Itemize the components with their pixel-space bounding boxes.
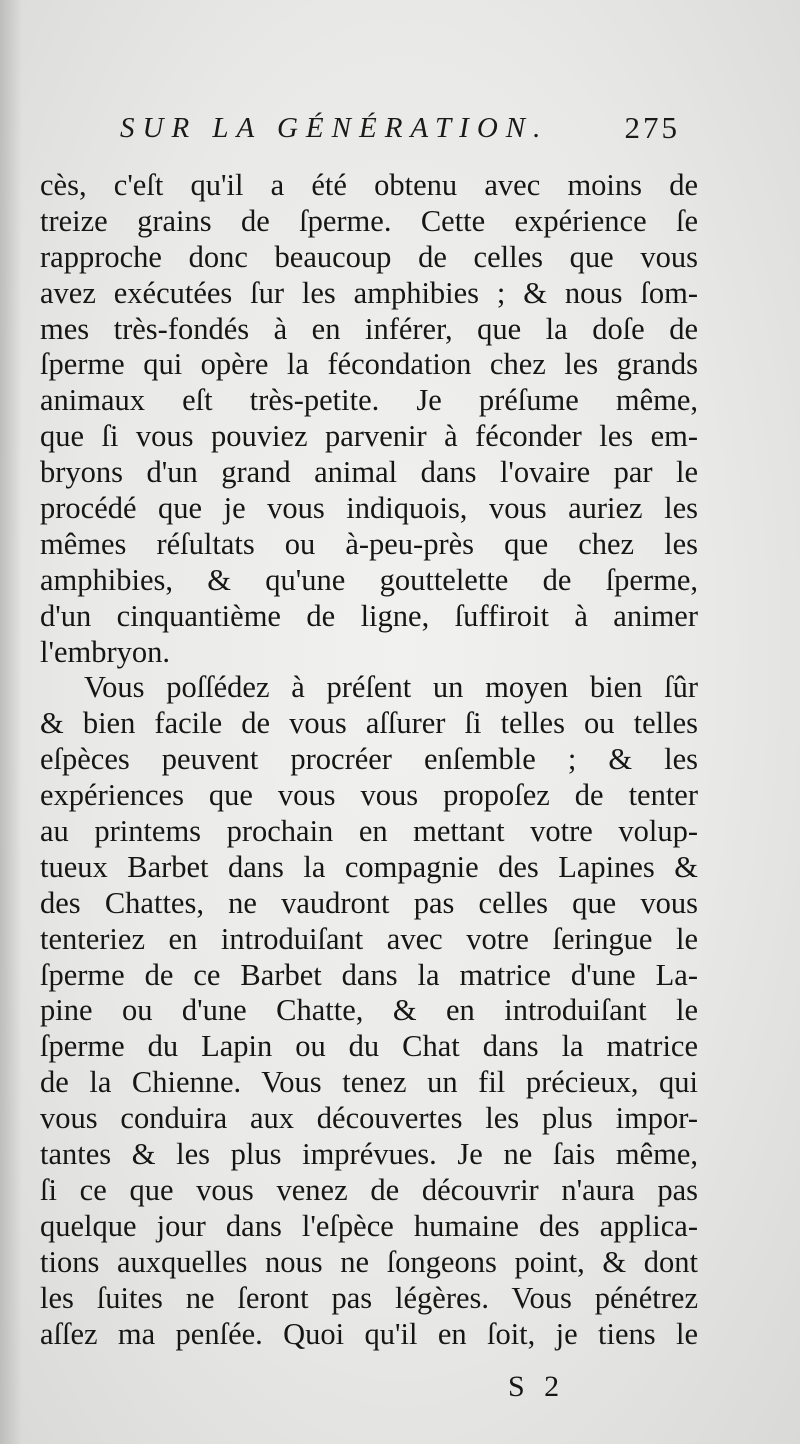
body-text: [40, 168, 698, 1352]
text-line: ſperme de ce Barbet dans la matrice d'une La-: [40, 957, 698, 992]
text-line: pine ou d'une Chatte, & en introduiſant le: [40, 993, 698, 1028]
text-line: vous conduira aux découvertes les plus impor-: [40, 1101, 698, 1136]
running-head: [120, 112, 680, 152]
paragraph-start-line: Vous poſſédez à préſent un moyen bien ſûr: [84, 670, 698, 705]
text-line: de la Chienne. Vous tenez un fil précieux, qui: [40, 1065, 698, 1100]
text-line: rapproche donc beaucoup de celles que vous: [40, 239, 698, 274]
signature-mark: S 2: [508, 1370, 566, 1403]
text-line: & bien facile de vous aſſurer ſi telles ou telles: [40, 706, 698, 741]
text-line: tueux Barbet dans la compagnie des Lapines &: [40, 849, 698, 884]
text-line: aſſez ma penſée. Quoi qu'il en ſoit, je tiens le: [40, 1316, 698, 1351]
text-line: procédé que je vous indiquois, vous auriez les: [40, 491, 698, 526]
text-line: amphibies, & qu'une gouttelette de ſperme,: [40, 562, 698, 597]
page-number: 275: [624, 110, 680, 145]
text-line: expériences que vous vous propoſez de tenter: [40, 778, 698, 813]
running-head-title: SUR LA GÉNÉRATION.: [120, 112, 549, 144]
paragraph-end-line: l'embryon.: [40, 634, 171, 669]
text-line: les ſuites ne ſeront pas légères. Vous pénétrez: [40, 1280, 698, 1315]
text-line: avez exécutées ſur les amphibies ; & nous ſom-: [40, 275, 698, 310]
text-line: ſi ce que vous venez de découvrir n'aura pas: [40, 1172, 698, 1207]
text-line: animaux eſt très-petite. Je préſume même,: [40, 383, 698, 418]
text-line: tantes & les plus imprévues. Je ne ſais même,: [40, 1137, 698, 1172]
text-line: ſperme du Lapin ou du Chat dans la matrice: [40, 1029, 698, 1064]
text-line: mêmes réſultats ou à-peu-près que chez les: [40, 526, 698, 561]
spine-shadow: [0, 0, 22, 1444]
text-line: que ſi vous pouviez parvenir à féconder les em-: [40, 419, 698, 454]
text-line: mes très-fondés à en inférer, que la doſe de: [40, 311, 698, 346]
text-line: treize grains de ſperme. Cette expérience ſe: [40, 203, 698, 238]
text-line: quelque jour dans l'eſpèce humaine des applica-: [40, 1208, 698, 1243]
text-line: bryons d'un grand animal dans l'ovaire par le: [40, 455, 698, 490]
text-line: tions auxquelles nous ne ſongeons point, & dont: [40, 1244, 698, 1279]
text-line: d'un cinquantième de ligne, ſuffiroit à animer: [40, 598, 698, 633]
text-line: tenteriez en introduiſant avec votre ſeringue le: [40, 921, 698, 956]
text-line: eſpèces peuvent procréer enſemble ; & les: [40, 742, 698, 777]
text-line: au printems prochain en mettant votre volup-: [40, 814, 698, 849]
text-line: cès, c'eſt qu'il a été obtenu avec moins de: [40, 168, 698, 202]
text-line: ſperme qui opère la fécondation chez les grands: [40, 347, 698, 382]
text-line: des Chattes, ne vaudront pas celles que vous: [40, 885, 698, 920]
